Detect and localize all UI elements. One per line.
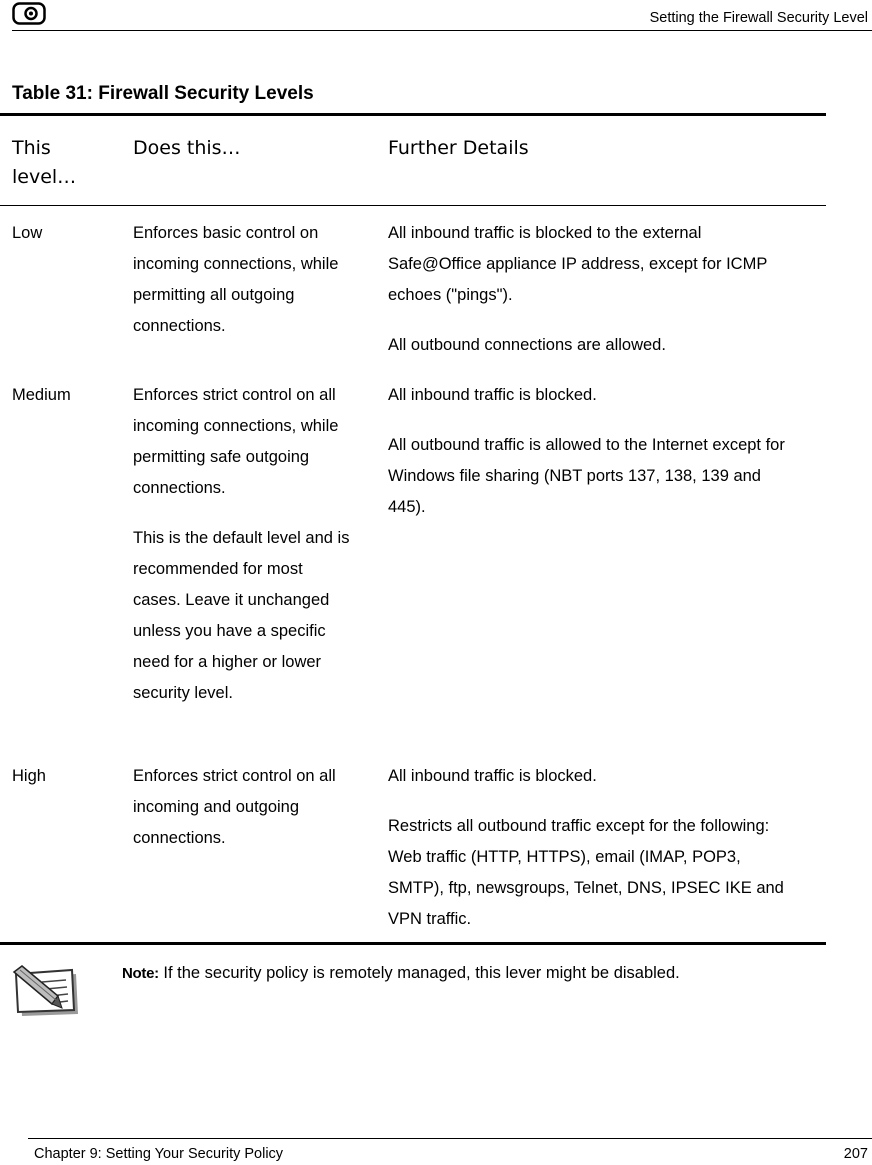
row-low-level: Low <box>12 224 43 242</box>
column-header-does: Does this… <box>133 137 241 159</box>
row-medium-level: Medium <box>12 386 71 404</box>
note-text <box>122 964 680 983</box>
row-low-does <box>133 218 353 342</box>
column-header-level: This level… <box>12 137 77 188</box>
row-medium-does <box>133 380 353 709</box>
row-medium-details <box>388 380 796 523</box>
row-high-details <box>388 761 796 935</box>
row-medium-does-paragraph: This is the default level and is recommended for most cases. Leave it unchanged unless you have a specific need for a higher or lower security level. <box>133 529 350 702</box>
row-low-details-paragraph: All outbound connections are allowed. <box>388 336 666 354</box>
table-caption: Table 31: Firewall Security Levels <box>12 83 314 104</box>
footer-chapter: Chapter 9: Setting Your Security Policy <box>34 1146 284 1162</box>
row-medium-does-paragraph: Enforces strict control on all incoming connections, while permitting safe outgoing connections. <box>133 386 339 497</box>
table-bottom-rule <box>0 942 826 945</box>
note-body: If the security policy is remotely managed, this lever might be disabled. <box>158 964 680 982</box>
footer-rule <box>28 1138 872 1139</box>
table-header-rule <box>0 205 826 206</box>
footer-page-number: 207 <box>843 1146 868 1162</box>
row-high-does <box>133 761 353 854</box>
row-high-does-paragraph: Enforces strict control on all incoming and outgoing connections. <box>133 767 336 847</box>
row-medium-details-paragraph: All outbound traffic is allowed to the Internet except for Windows file sharing (NBT ports 137, 138, 139 and 445). <box>388 436 785 516</box>
table-top-rule <box>0 113 826 116</box>
row-high-level: High <box>12 767 46 785</box>
security-lock-icon <box>12 2 46 26</box>
row-low-details-paragraph: All inbound traffic is blocked to the external Safe@Office appliance IP address, except for ICMP echoes ("pings"). <box>388 224 768 304</box>
row-high-details-paragraph: All inbound traffic is blocked. <box>388 767 597 785</box>
header-rule <box>12 30 872 31</box>
running-header-title: Setting the Firewall Security Level <box>649 10 868 26</box>
note-pencil-icon <box>12 962 80 1018</box>
note-label: Note: <box>122 965 159 982</box>
row-medium-details-paragraph: All inbound traffic is blocked. <box>388 386 597 404</box>
row-low-does-paragraph: Enforces basic control on incoming connections, while permitting all outgoing connections. <box>133 224 339 335</box>
column-header-details: Further Details <box>388 137 529 159</box>
row-high-details-paragraph: Restricts all outbound traffic except for the following: Web traffic (HTTP, HTTPS), email (IMAP, POP3, SMTP), ftp, newsgroups, Telnet, DNS, IPSEC IKE and VPN traffic. <box>388 817 784 928</box>
row-low-details <box>388 218 796 361</box>
